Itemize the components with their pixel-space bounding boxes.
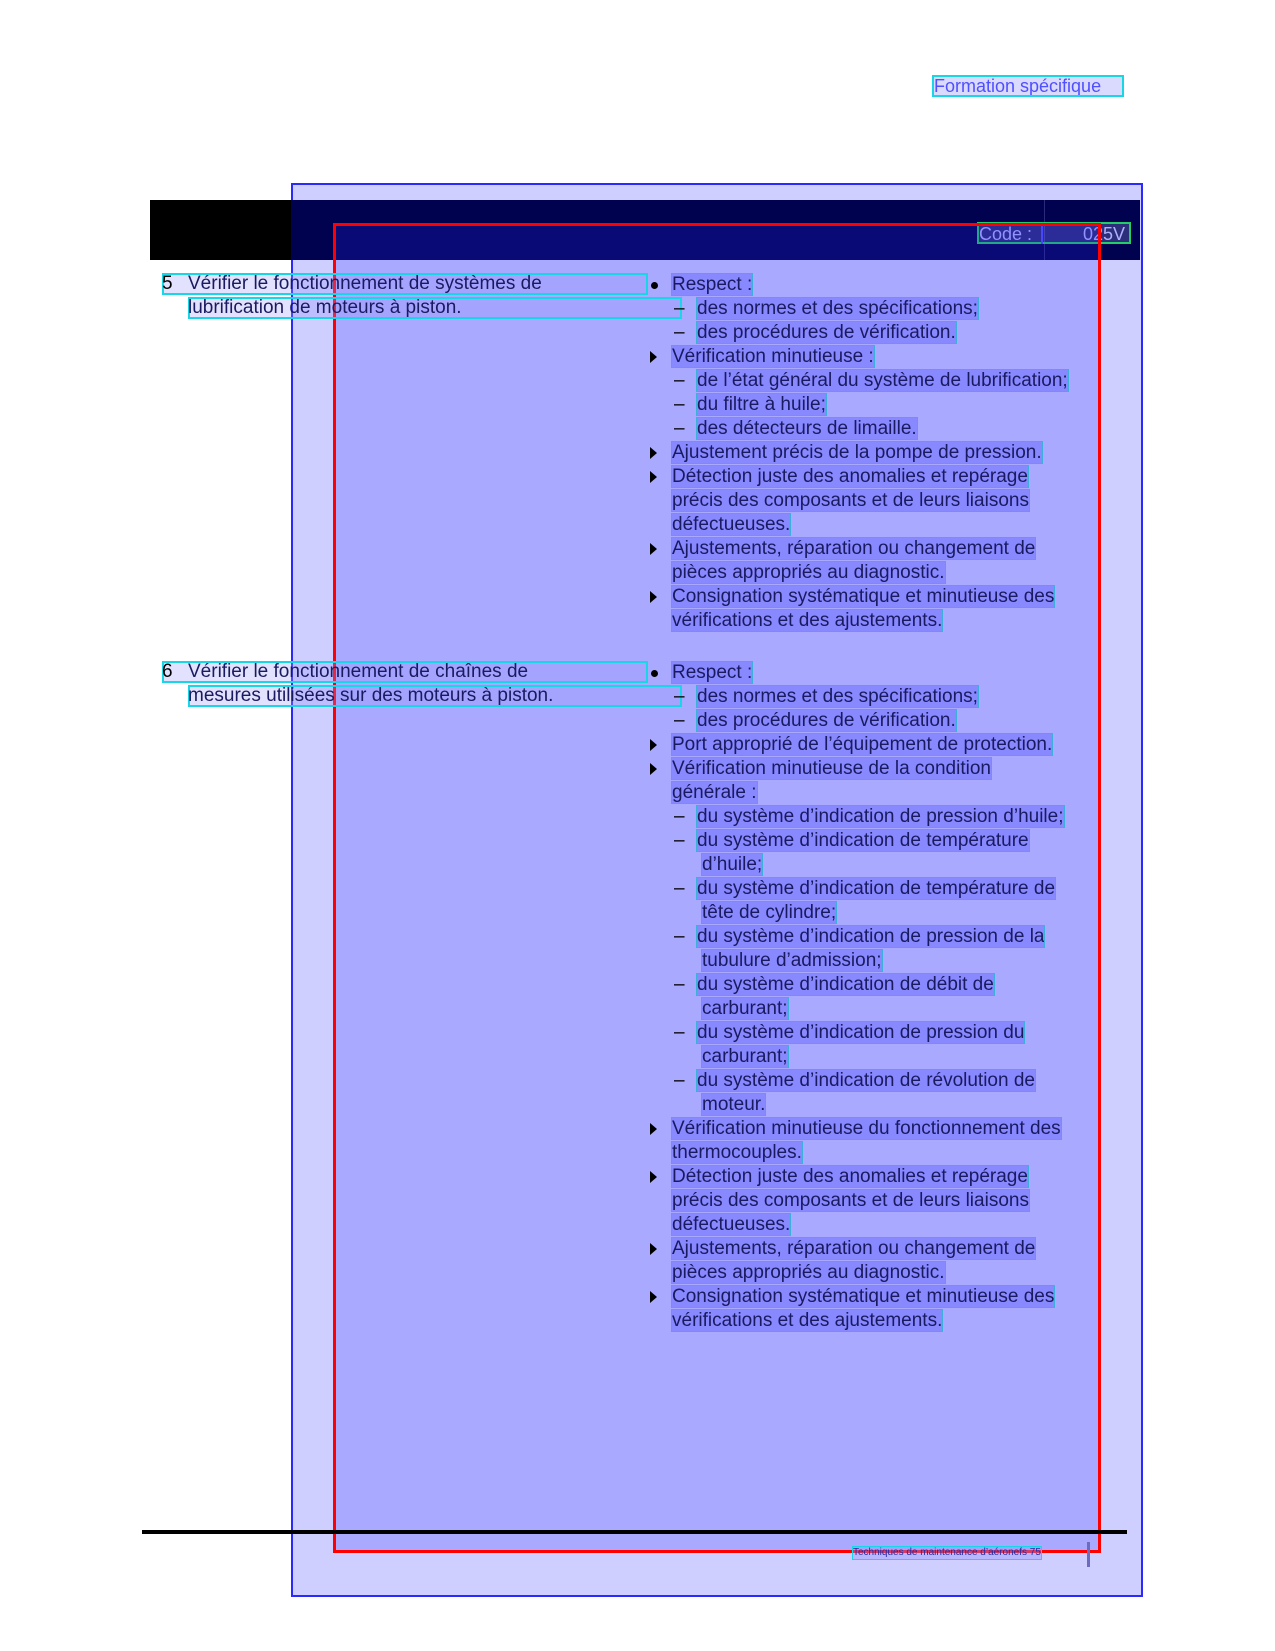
arrow-bullet-icon: [650, 763, 657, 775]
criteria-line: thermocouples.: [672, 1142, 802, 1163]
criteria-line: Détection juste des anomalies et repérage: [672, 1166, 1028, 1187]
criteria-line: carburant;: [702, 1046, 788, 1067]
criteria-line: du filtre à huile;: [697, 394, 826, 415]
dash-marker: –: [674, 830, 685, 851]
dash-marker: –: [674, 974, 685, 995]
criteria-line: Ajustement précis de la pompe de pression.: [672, 442, 1042, 463]
criteria-line: Consignation systématique et minutieuse des: [672, 1286, 1055, 1307]
criteria-line: du système d’indication de pression d’huile;: [697, 806, 1064, 827]
dash-marker: –: [674, 926, 685, 947]
criteria-line: vérifications et des ajustements.: [672, 610, 943, 631]
arrow-bullet-icon: [650, 471, 657, 483]
criteria-line: précis des composants et de leurs liaisons: [672, 490, 1029, 511]
footer-page-marker: [1087, 1542, 1090, 1567]
criteria-line: Vérification minutieuse de la condition: [672, 758, 991, 779]
criteria-line: des normes et des spécifications;: [697, 686, 978, 707]
dash-marker: –: [674, 322, 685, 343]
criteria-line: Respect :: [672, 662, 753, 683]
arrow-bullet-icon: [650, 543, 657, 555]
code-label: Code :: [979, 224, 1033, 244]
criteria-line: Respect :: [672, 274, 753, 295]
row-5-number: 5: [162, 273, 173, 294]
arrow-bullet-icon: [650, 447, 657, 459]
dash-marker: –: [674, 298, 685, 319]
arrow-bullet-icon: [650, 1291, 657, 1303]
criteria-line: Vérification minutieuse :: [672, 346, 874, 367]
criteria-line: d’huile;: [702, 854, 763, 875]
criteria-line: carburant;: [702, 998, 788, 1019]
criteria-line: Port approprié de l’équipement de protection.: [672, 734, 1053, 755]
header-title: Formation spécifique: [932, 75, 1124, 97]
dash-marker: –: [674, 686, 685, 707]
criteria-line: du système d’indication de révolution de: [697, 1070, 1035, 1091]
criteria-line: tête de cylindre;: [702, 902, 837, 923]
arrow-bullet-icon: [650, 1123, 657, 1135]
criteria-line: des détecteurs de limaille.: [697, 418, 917, 439]
criteria-line: pièces appropriés au diagnostic.: [672, 562, 945, 583]
dash-marker: –: [674, 806, 685, 827]
criteria-line: des procédures de vérification.: [697, 710, 956, 731]
code-value: 025V: [1082, 224, 1125, 244]
criteria-line: défectueuses.: [672, 514, 791, 535]
row-5-title-line-2: lubrification de moteurs à piston.: [188, 297, 462, 318]
dash-marker: –: [674, 418, 685, 439]
criteria-line: Vérification minutieuse du fonctionnement des: [672, 1118, 1061, 1139]
criteria-line: du système d’indication de température: [697, 830, 1029, 851]
arrow-bullet-icon: [650, 739, 657, 751]
dash-marker: –: [674, 370, 685, 391]
criteria-line: de l’état général du système de lubrification;: [697, 370, 1068, 391]
criteria-line: Détection juste des anomalies et repérage: [672, 466, 1028, 487]
bullet-icon: [651, 282, 658, 289]
dash-marker: –: [674, 878, 685, 899]
criteria-line: des normes et des spécifications;: [697, 298, 978, 319]
criteria-line: du système d’indication de pression du: [697, 1022, 1025, 1043]
row-6-title-line-2: mesures utilisées sur des moteurs à piston.: [188, 685, 554, 706]
arrow-bullet-icon: [650, 591, 657, 603]
arrow-bullet-icon: [650, 1171, 657, 1183]
row-6-title-line-1: Vérifier le fonctionnement de chaînes de: [188, 661, 529, 682]
dash-marker: –: [674, 710, 685, 731]
criteria-line: des procédures de vérification.: [697, 322, 956, 343]
dash-marker: –: [674, 1070, 685, 1091]
dash-marker: –: [674, 1022, 685, 1043]
criteria-line: du système d’indication de pression de la: [697, 926, 1045, 947]
row-6-number: 6: [162, 661, 173, 682]
footer-page: 75: [1029, 1547, 1041, 1558]
criteria-line: vérifications et des ajustements.: [672, 1310, 943, 1331]
criteria-line: moteur.: [702, 1094, 766, 1115]
criteria-line: du système d’indication de débit de: [697, 974, 994, 995]
footer-text: [853, 1547, 1041, 1559]
criteria-line: Consignation systématique et minutieuse des: [672, 586, 1055, 607]
arrow-bullet-icon: [650, 351, 657, 363]
criteria-line: générale :: [672, 782, 757, 803]
criteria-line: défectueuses.: [672, 1214, 791, 1235]
criteria-line: précis des composants et de leurs liaisons: [672, 1190, 1029, 1211]
footer-rule: [142, 1530, 1127, 1534]
criteria-line: Ajustements, réparation ou changement de: [672, 1238, 1036, 1259]
criteria-line: Ajustements, réparation ou changement de: [672, 538, 1036, 559]
row-5-title-line-1: Vérifier le fonctionnement de systèmes de: [188, 273, 542, 294]
criteria-line: du système d’indication de température de: [697, 878, 1056, 899]
arrow-bullet-icon: [650, 1243, 657, 1255]
criteria-line: pièces appropriés au diagnostic.: [672, 1262, 945, 1283]
criteria-line: tubulure d’admission;: [702, 950, 882, 971]
bullet-icon: [651, 670, 658, 677]
footer-title: Techniques de maintenance d’aéronefs: [853, 1547, 1028, 1558]
dash-marker: –: [674, 394, 685, 415]
